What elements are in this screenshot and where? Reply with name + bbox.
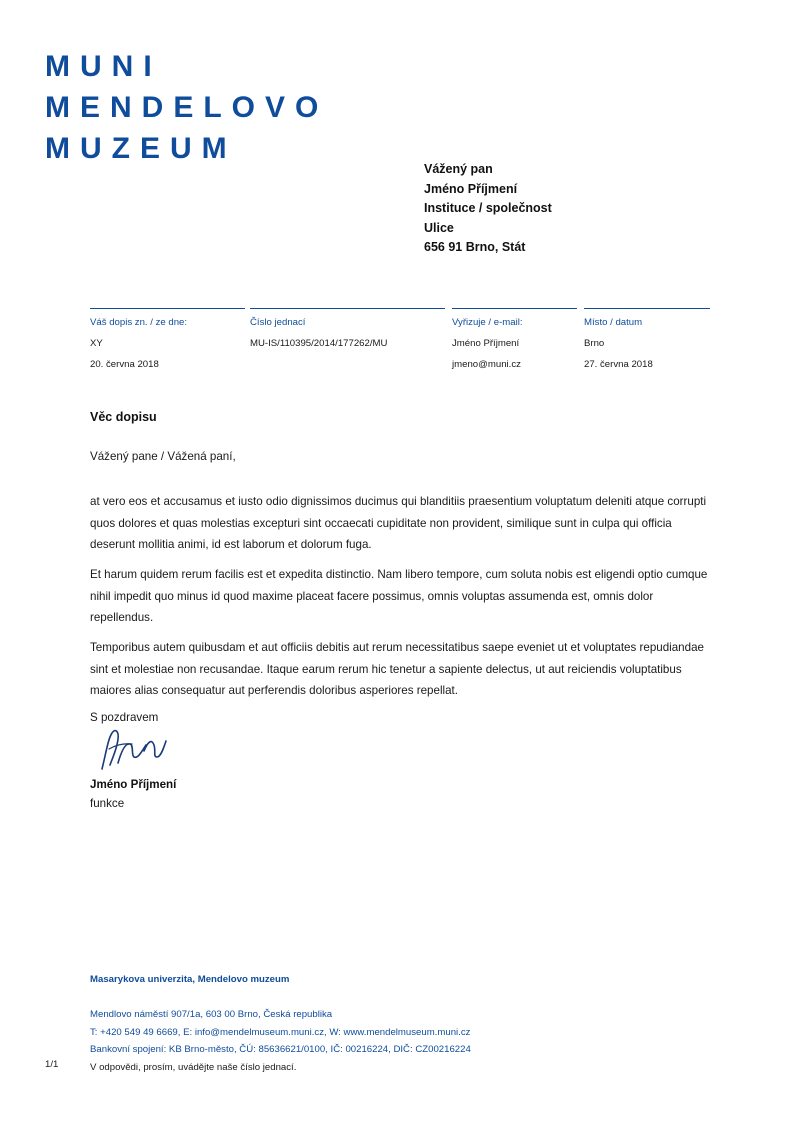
address-line-5: 656 91 Brno, Stát [424, 240, 526, 254]
letter-paragraph-2: Et harum quidem rerum facilis est et expedita distinctio. Nam libero tempore, cum soluta nobis est eligendi optio cumque nihil impedit quo minus id quod maxime placeat facere possimus, omnis voluptas assumenda est, omnis dolor repellendus. [90, 568, 708, 624]
recipient-address-block [424, 160, 552, 258]
footer-note: V odpovědi, prosím, uvádějte naše číslo jednací. [90, 1061, 297, 1073]
letter-paragraph-1: at vero eos et accusamus et iusto odio dignissimos ducimus qui blanditiis praesentium voluptatum deleniti atque corrupti quos dolores et quas molestias excepturi sint occaecati cupiditate non provident, similique sunt in culpa qui officia deserunt mollitia animi, id est laborum et dolorum fuga. [90, 495, 707, 551]
reference-value-date: 27. června 2018 [584, 359, 653, 370]
address-line-1: Vážený pan [424, 162, 493, 176]
reference-value-place: Brno [584, 338, 605, 349]
reference-column-place-date [584, 308, 710, 375]
signer-role: funkce [90, 797, 125, 810]
muni-mendelovo-muzeum-logo [45, 52, 328, 175]
reference-header-contact: Vyřizuje / e-mail: [452, 308, 577, 333]
letter-paragraph-3: Temporibus autem quibusdam et aut officiis debitis aut rerum necessitatibus saepe eveniet ut et voluptates repudiandae sint et molestiae non recusandae. Itaque earum rerum hic tenetur a sapiente delectus, ut aut reiciendis voluptatibus maiores alias consequatur aut perferendis doloribus asperiores repellat. [90, 641, 704, 697]
address-line-3: Instituce / společnost [424, 201, 552, 215]
reference-value-file-number: MU-IS/110395/2014/177262/MU [250, 338, 388, 349]
reference-column-file-number [250, 308, 445, 354]
reference-header-place-date: Místo / datum [584, 308, 710, 333]
footer-address: Mendlovo náměstí 907/1a, 603 00 Brno, Česká republika [90, 1009, 333, 1020]
logo-line-muni: MUNI [45, 50, 162, 83]
reference-row [90, 308, 710, 370]
reference-value-your-letter-ref: XY [90, 338, 103, 349]
address-line-4: Ulice [424, 220, 454, 235]
reference-value-your-letter-date: 20. června 2018 [90, 359, 159, 370]
reference-value-contact-name: Jméno Příjmení [452, 338, 520, 349]
letter-salutation: Vážený pane / Vážená paní, [90, 450, 236, 463]
footer-contact-block [90, 1006, 471, 1076]
footer-contacts[interactable]: T: +420 549 49 6669, E: info@mendelmuseum.muni.cz, W: www.mendelmuseum.muni.cz [90, 1026, 471, 1038]
reference-column-your-letter [90, 308, 245, 375]
reference-header-file-number: Číslo jednací [250, 308, 445, 333]
address-line-2: Jméno Příjmení [424, 181, 518, 196]
signer-name: Jméno Příjmení [90, 778, 177, 791]
page-number: 1/1 [45, 1059, 59, 1070]
reference-column-contact [452, 308, 577, 375]
logo-line-mendelovo: MENDELOVO [45, 91, 329, 124]
letter-closing: S pozdravem [90, 711, 159, 724]
reference-header-your-letter: Váš dopis zn. / ze dne: [90, 308, 245, 333]
reference-value-contact-email[interactable]: jmeno@muni.cz [452, 359, 521, 370]
logo-line-muzeum: MUZEUM [45, 132, 237, 165]
letter-subject: Věc dopisu [90, 410, 157, 424]
signature-image [96, 727, 206, 772]
footer-bank-details: Bankovní spojení: KB Brno-město, ČÚ: 85636621/0100, IČ: 00216224, DIČ: CZ00216224 [90, 1044, 471, 1055]
footer-organization: Masarykova univerzita, Mendelovo muzeum [90, 974, 290, 985]
